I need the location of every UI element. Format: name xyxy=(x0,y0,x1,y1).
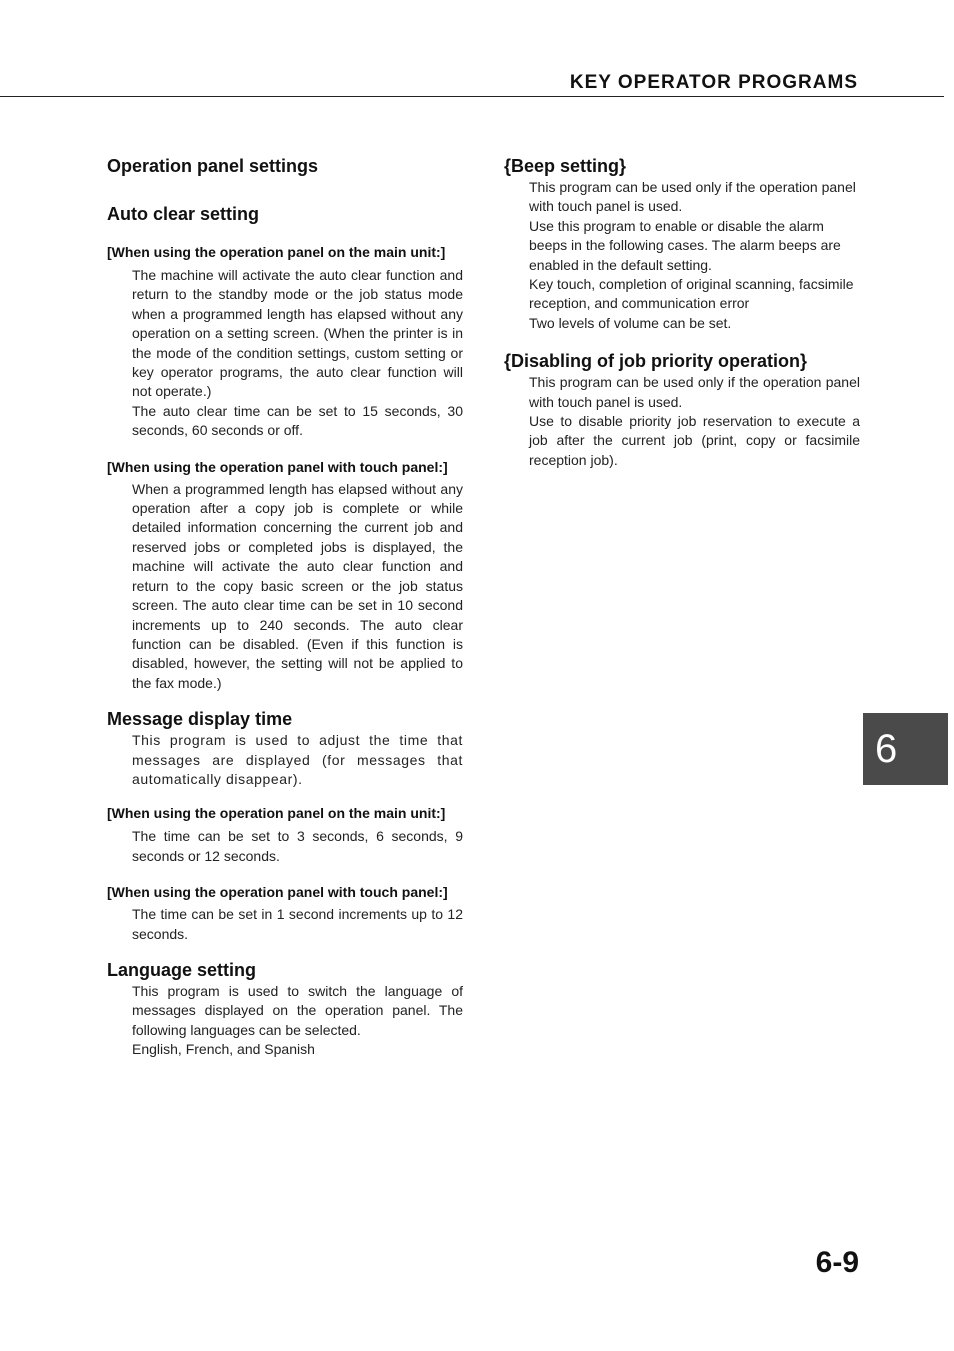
language-text xyxy=(132,982,463,1060)
chapter-tab: 6 xyxy=(863,713,948,785)
beep-line-1: This program can be used only if the operation panel with touch panel is used. xyxy=(529,179,856,215)
beep-setting-heading: {Beep setting} xyxy=(504,156,627,176)
auto-clear-touch-panel-label: [When using the operation panel with touch panel:] xyxy=(107,458,448,475)
page-header-title: KEY OPERATOR PROGRAMS xyxy=(569,72,858,93)
message-display-text: This program is used to adjust the time that messages are displayed (for messages that automatically disappear). xyxy=(132,732,463,787)
page-number: 6-9 xyxy=(815,1246,859,1279)
language-heading: Language setting xyxy=(107,959,257,980)
message-main-unit-text: The time can be set to 3 seconds, 6 seconds, 9 seconds or 12 seconds. xyxy=(132,828,463,864)
section-title: Operation panel settings xyxy=(107,156,319,176)
job-priority-text xyxy=(529,373,860,470)
left-column xyxy=(107,154,463,1060)
language-list: English, French, and Spanish xyxy=(132,1041,315,1058)
message-main-unit-label: [When using the operation panel on the main unit:] xyxy=(107,805,446,822)
beep-line-4: Two levels of volume can be set. xyxy=(529,314,732,331)
right-column xyxy=(504,154,860,470)
message-touch-panel-text: The time can be set in 1 second increments up to 12 seconds. xyxy=(132,906,463,942)
message-touch-panel-label: [When using the operation panel with touch panel:] xyxy=(107,884,448,901)
message-display-heading: Message display time xyxy=(107,709,293,730)
beep-line-3: Key touch, completion of original scanning, facsimile reception, and communication error xyxy=(529,276,854,312)
auto-clear-main-unit-label: [When using the operation panel on the main unit:] xyxy=(107,244,446,260)
beep-setting-text xyxy=(529,178,860,333)
language-description: This program is used to switch the language of messages displayed on the operation panel. The following languages can be selected. xyxy=(132,982,463,1038)
beep-line-2: Use this program to enable or disable the alarm beeps in the following cases. The alarm beeps are enabled in the default setting. xyxy=(529,217,841,273)
auto-clear-heading: Auto clear setting xyxy=(107,204,260,224)
header-divider xyxy=(0,96,944,97)
job-priority-line-1: This program can be used only if the operation panel with touch panel is used. xyxy=(529,374,860,410)
job-priority-heading: {Disabling of job priority operation} xyxy=(504,351,808,372)
job-priority-line-2: Use to disable priority job reservation to execute a job after the current job (print, copy or facsimile reception job). xyxy=(529,413,860,468)
auto-clear-touch-panel-text: When a programmed length has elapsed without any operation after a copy job is complete or while detailed information concerning the current job and reserved jobs or completed jobs is displayed, the machine will activate the auto clear function and return to the copy basic screen or the job status screen. The auto clear time can be set in 10 second increments up to 240 seconds. The auto clear function can be disabled. (Even if this function is disabled, however, the setting will not be applied to the fax mode.) xyxy=(132,480,463,691)
auto-clear-main-unit-text-2: The auto clear time can be set to 15 seconds, 30 seconds, 60 seconds or off. xyxy=(132,402,463,439)
auto-clear-main-unit-text xyxy=(132,266,463,441)
auto-clear-main-unit-text-1: The machine will activate the auto clear function and return to the standby mode or the job status mode when a programmed length has elapsed without any operation on a setting screen. (When the printer is in the mode of the condition settings, custom setting or key operator programs, the auto clear function will not operate.) xyxy=(132,267,463,400)
